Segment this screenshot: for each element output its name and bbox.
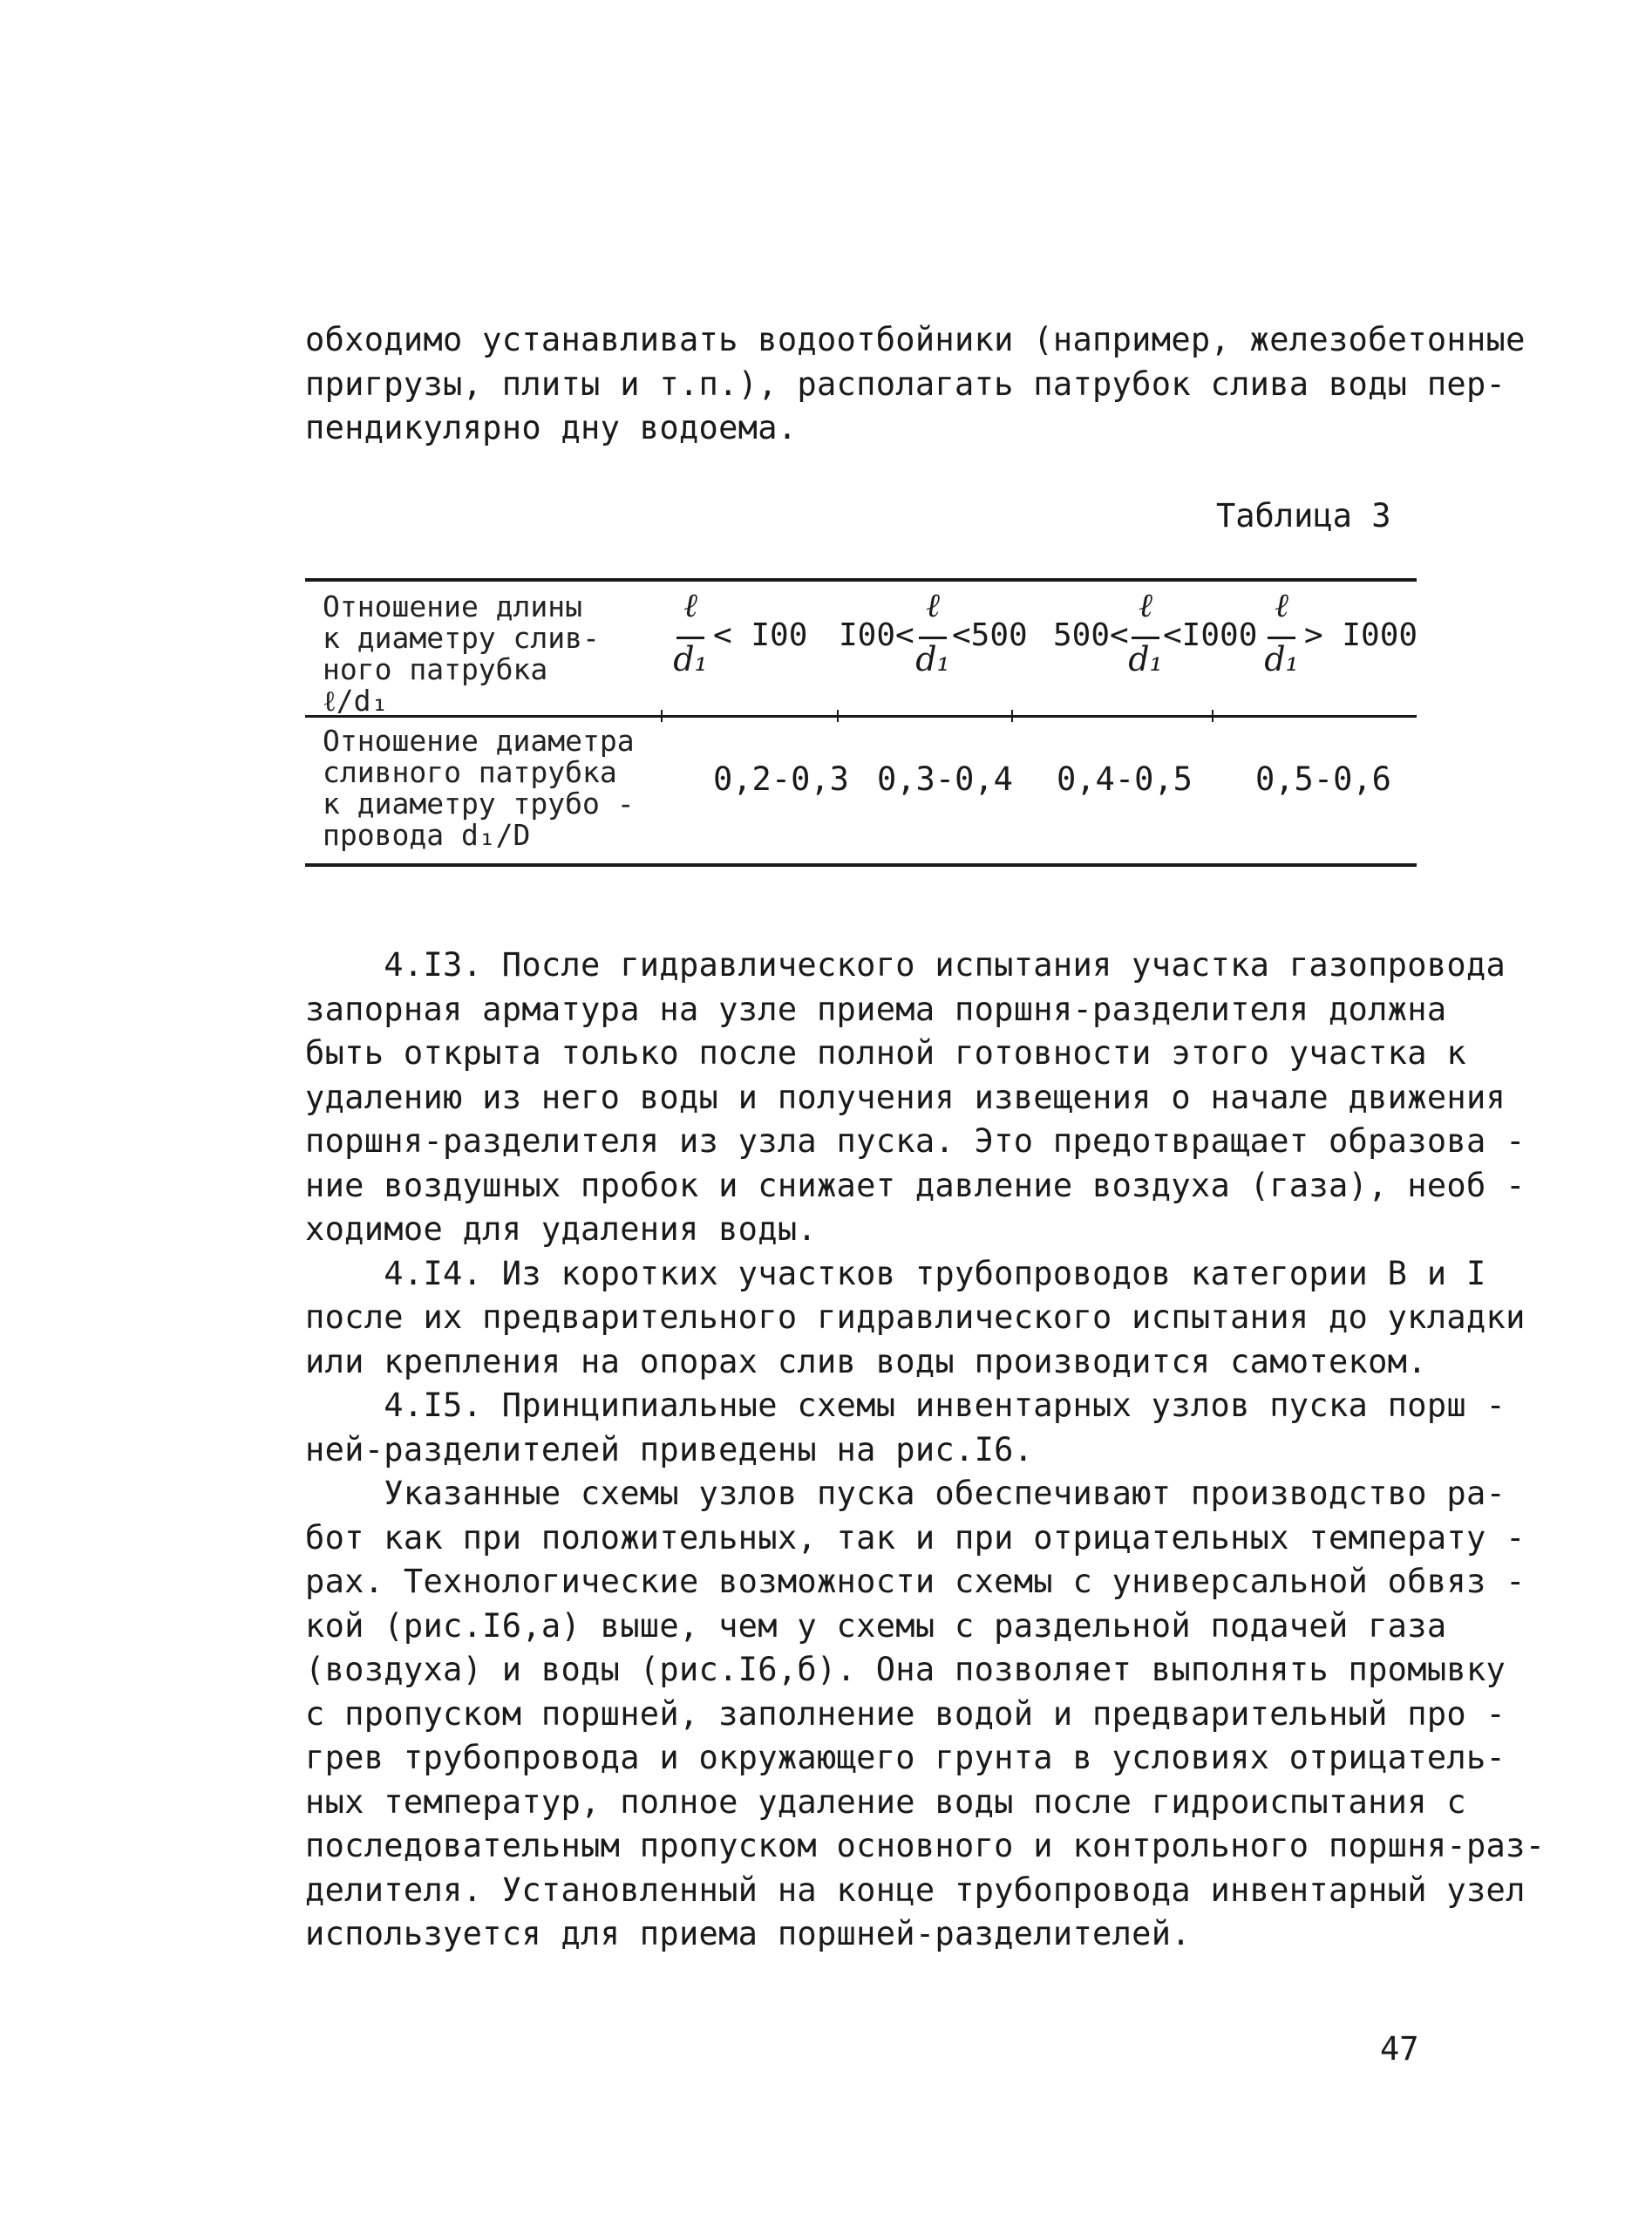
condition-text: I00< [839, 617, 914, 653]
page-number: 47 [1380, 2030, 1419, 2068]
column-header-2: I00< ℓ d₁ <500 [839, 586, 1028, 678]
table-value: 0,2-0,3 [713, 760, 849, 798]
condition-text: 500< [1053, 617, 1129, 653]
row-header-diameter-ratio: Отношение диаметра сливного патрубка к диаметру трубо - провода d₁/D [323, 724, 635, 852]
table-caption: Таблица 3 [1216, 497, 1391, 535]
intro-paragraph: обходимо устанавливать водоотбойники (например, железобетонные пригрузы, плиты и т.п.), располагать патрубок слива воды пер- пендикулярно дну водоема. [305, 321, 1526, 446]
table-value: 0,5-0,6 [1255, 760, 1391, 798]
condition-text: <I000 [1163, 617, 1258, 653]
column-tick [661, 710, 663, 722]
row-header-length-ratio: Отношение длины к диаметру слив- ного патрубка ℓ/d₁ [323, 589, 600, 718]
table-value: 0,4-0,5 [1057, 760, 1193, 798]
table-value: 0,3-0,4 [877, 760, 1013, 798]
column-header-4: ℓ d₁ > I000 [1264, 586, 1418, 678]
column-header-3: 500< ℓ d₁ <I000 [1053, 586, 1258, 678]
condition-text: > I000 [1304, 617, 1418, 653]
column-tick [837, 710, 839, 722]
condition-text: <500 [952, 617, 1028, 653]
column-tick [1011, 710, 1013, 722]
table-rule-top [305, 578, 1417, 582]
column-tick [1212, 710, 1214, 722]
body-text: 4.I3. После гидравлического испытания участка газопровода запорная арматура на узле приема поршня-разделителя должна быть открыта только после полной готовности этого участка к удалению из него воды и получения извещения о начале движения поршня-разделителя из узла пуска. Это предотвращает образова - ние воздушных пробок и снижает давление воздуха (газа), необ - ходимое для удаления воды. 4.I4. Из коротких участков трубопроводов категории В и I после их предварительного гидравлического испытания до укладки или крепления на опорах слив воды производится самотеком. 4.I5. Принципиальные схемы инвентарных узлов пуска порш - ней-разделителей приведены на рис.I6. Указанные схемы узлов пуска обеспечивают производство ра- бот как при положительных, так и при отрицательных температу - рах. Технологические возможности схемы с универсальной обвяз - кой (рис.I6,а) выше, чем у схемы с раздельной подачей газа (воздуха) и воды (рис.I6,б). Она позволяет выполнять промывку с пропуском поршней, заполнение водой и предварительный про - грев трубопровода и окружающего грунта в условиях отрицатель- ных температур, полное удаление воды после гидроиспытания с последовательным пропуском основного и контрольного поршня-раз- делителя. Установленный на конце трубопровода инвентарный узел используется для приема поршней-разделителей. [305, 946, 1546, 1952]
condition-text: < I00 [713, 617, 808, 653]
column-header-1: ℓ d₁ < I00 [673, 586, 808, 678]
table-rule-bottom [305, 863, 1417, 867]
